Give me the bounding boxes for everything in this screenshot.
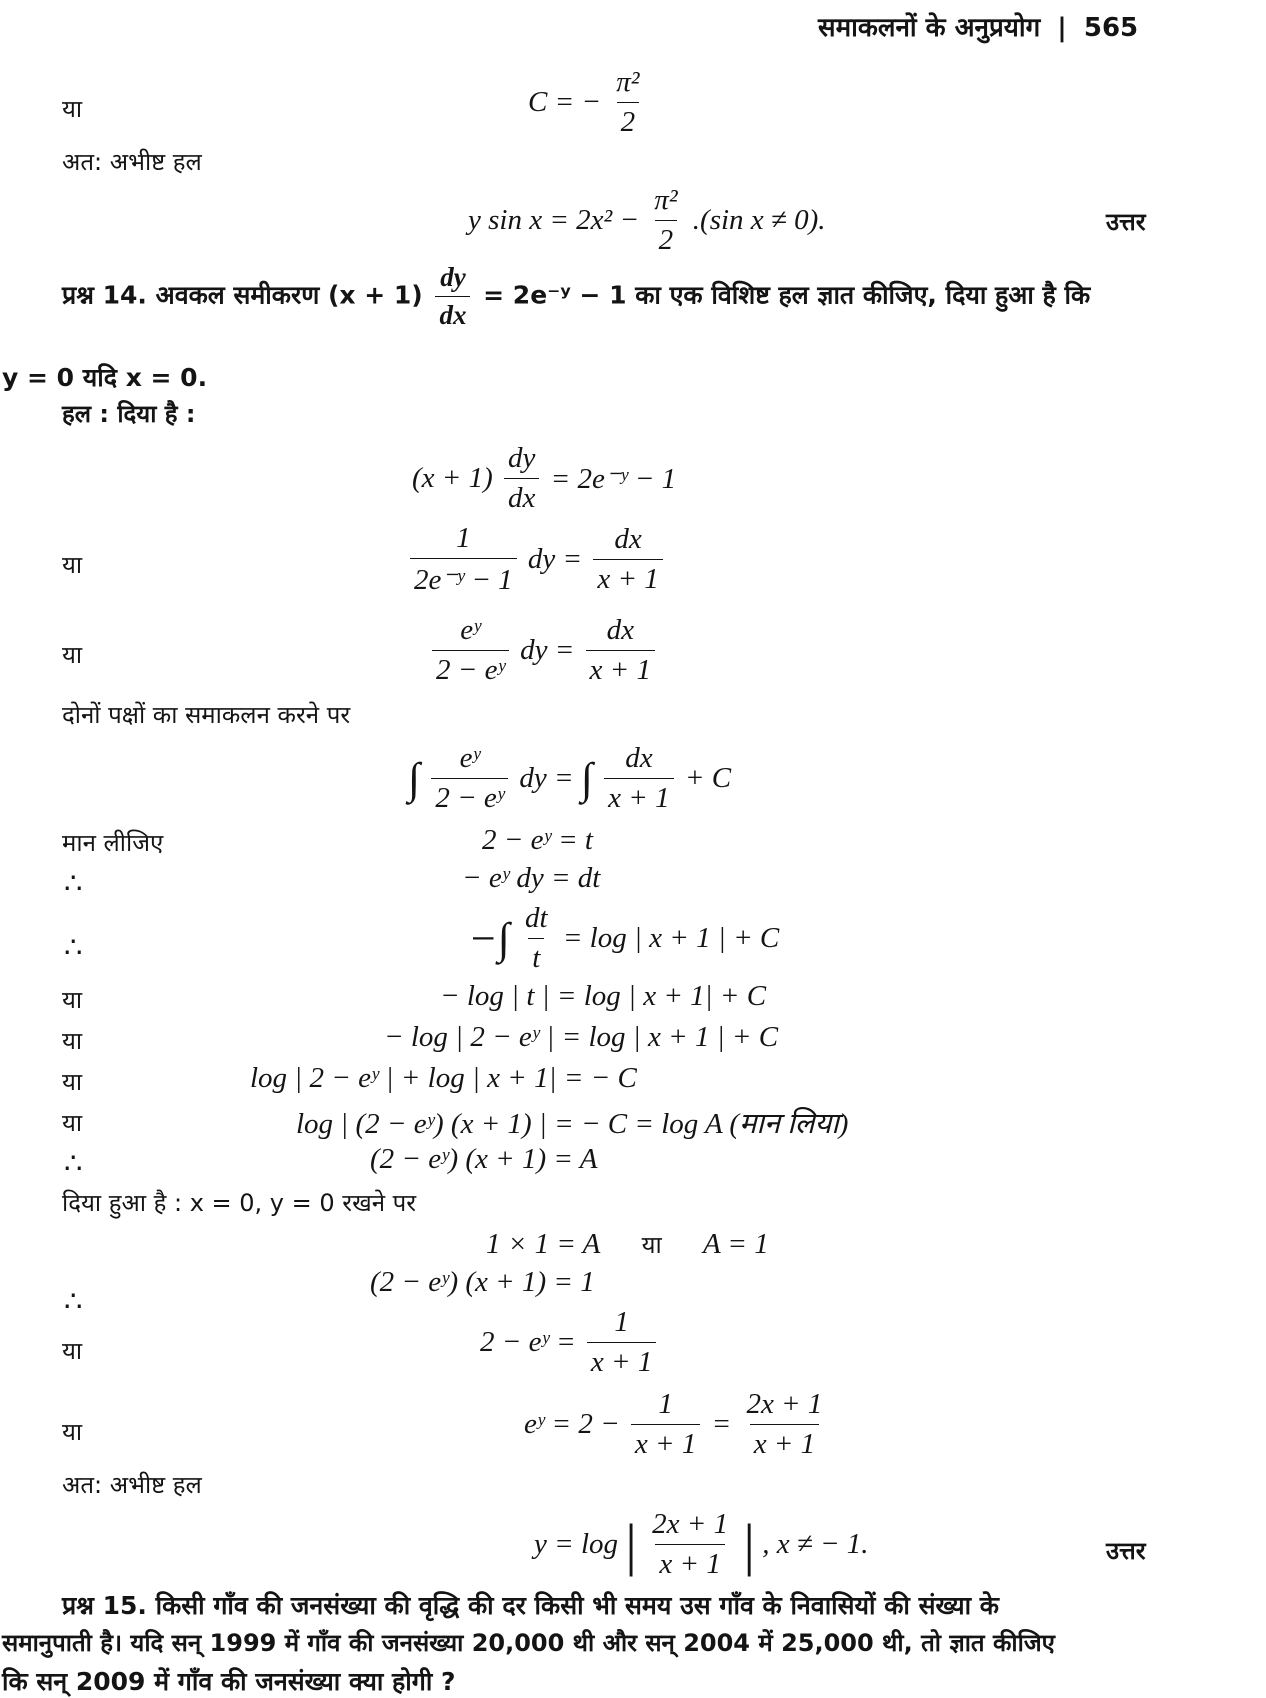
denominator: x + 1 <box>604 778 673 815</box>
eq-text: 1 × 1 = A <box>486 1227 601 1260</box>
eq-text: 2 − eʸ = <box>480 1326 576 1358</box>
denominator: 2 <box>655 220 678 257</box>
fraction <box>431 742 508 815</box>
eq-text: + C <box>684 762 732 794</box>
running-header <box>818 8 1138 44</box>
eq-text: .(sin x ≠ 0). <box>692 204 826 236</box>
denominator: 2e⁻ʸ − 1 <box>410 558 517 597</box>
label-given-substitute: दिया हुआ है : x = 0, y = 0 रखने पर <box>62 1189 417 1217</box>
equation-c <box>528 66 647 139</box>
label-ya: या <box>62 95 83 123</box>
equation-isolate <box>480 1306 660 1379</box>
equation-integral-t <box>468 902 779 975</box>
numerator: 1 <box>456 522 471 554</box>
numerator: π² <box>616 66 640 98</box>
header-separator: | <box>1057 13 1067 43</box>
therefore-symbol: ∴ <box>64 932 83 964</box>
label-let: मान लीजिए <box>62 829 164 857</box>
answer-mark: उत्तर <box>1106 1537 1146 1565</box>
q14-text: प्रश्न 14. अवकल समीकरण (x + 1) <box>62 280 423 310</box>
numerator: dx <box>606 614 634 646</box>
fraction <box>593 523 662 596</box>
fraction <box>604 742 673 815</box>
label-solution-given: हल : दिया है : <box>62 400 196 428</box>
denominator: 2 − eʸ <box>432 650 509 687</box>
equation-product-one: (2 − eʸ) (x + 1) = 1 <box>370 1266 595 1298</box>
label-ya: या <box>62 1068 83 1096</box>
fraction <box>410 522 517 597</box>
label-ya: या <box>62 986 83 1014</box>
denominator: t <box>528 938 544 975</box>
therefore-symbol: ∴ <box>64 1286 83 1318</box>
label-required-solution: अत: अभीष्ट हल <box>62 148 202 176</box>
abs-bar-left: | <box>625 1512 637 1577</box>
equation-ey <box>524 1388 830 1461</box>
fraction <box>504 442 539 515</box>
integral-sign: ∫ <box>580 754 593 803</box>
equation-integral <box>408 742 731 815</box>
numerator: dy <box>440 262 466 292</box>
fraction <box>587 1306 656 1379</box>
fraction <box>432 614 509 687</box>
fraction <box>586 614 655 687</box>
label-ya: या <box>62 1027 83 1055</box>
eq-text: = 2e⁻ʸ − 1 <box>550 463 677 495</box>
label-ya: या <box>62 1418 83 1446</box>
equation-product-a: (2 − eʸ) (x + 1) = A <box>370 1143 598 1175</box>
integral-sign: −∫ <box>468 914 510 963</box>
equation-solution-14 <box>534 1508 869 1581</box>
integral-sign: ∫ <box>408 754 421 803</box>
question-15-line1: प्रश्न 15. किसी गाँव की जनसंख्या की वृद्धि की दर किसी भी समय उस गाँव के निवासियों की संख्या के <box>62 1591 1000 1620</box>
therefore-symbol: ∴ <box>64 868 83 900</box>
q14-text: = 2e⁻ʸ − 1 का एक विशिष्ट हल ज्ञात कीजिए, दिया हुआ है कि <box>483 280 1091 310</box>
therefore-symbol: ∴ <box>64 1148 83 1180</box>
label-ya: या <box>641 1230 662 1259</box>
numerator: 2x + 1 <box>746 1388 823 1420</box>
question-14-line2: y = 0 यदि x = 0. <box>2 363 208 392</box>
eq-text: eʸ = 2 − <box>524 1408 620 1440</box>
question-15-line3: कि सन् 2009 में गाँव की जनसंख्या क्या होगी ? <box>2 1667 456 1696</box>
eq-text: dy = <box>519 762 574 794</box>
eq-text: y = log <box>534 1528 618 1560</box>
denominator: dx <box>435 296 470 331</box>
eq-text: dy = <box>527 543 583 575</box>
equation-log-product: log | (2 − eʸ) (x + 1) | = − C = log A (मान लिया) <box>296 1108 849 1140</box>
denominator: 2 <box>617 102 640 139</box>
equation-log-t: − log | t | = log | x + 1| + C <box>440 980 767 1012</box>
numerator: 2x + 1 <box>652 1508 729 1540</box>
equation-log-substituted: − log | 2 − eʸ | = log | x + 1 | + C <box>384 1021 779 1053</box>
eq-text: , x ≠ − 1. <box>762 1528 869 1560</box>
equation-a-value <box>486 1226 769 1261</box>
label-ya: या <box>62 551 83 579</box>
fraction <box>435 262 470 331</box>
denominator: 2 − eʸ <box>431 778 508 815</box>
denominator: x + 1 <box>750 1424 819 1461</box>
eq-text: C = − <box>528 86 601 118</box>
fraction <box>742 1388 826 1461</box>
question-14 <box>62 262 1090 331</box>
abs-bar-right: | <box>743 1512 755 1577</box>
label-ya: या <box>62 641 83 669</box>
equation-given <box>412 442 676 515</box>
fraction <box>612 66 643 139</box>
eq-text: (x + 1) <box>412 462 493 494</box>
numerator: dx <box>625 742 653 774</box>
denominator: dx <box>504 478 539 515</box>
numerator: dy <box>508 442 536 474</box>
numerator: eʸ <box>460 614 481 646</box>
denominator: x + 1 <box>593 559 662 596</box>
denominator: x + 1 <box>587 1342 656 1379</box>
numerator: 1 <box>658 1388 673 1420</box>
fraction <box>650 184 681 257</box>
numerator: dx <box>614 523 642 555</box>
numerator: eʸ <box>459 742 480 774</box>
eq-text: = log | x + 1 | + C <box>562 922 780 954</box>
answer-mark: उत्तर <box>1106 208 1146 236</box>
eq-text: = <box>711 1408 732 1440</box>
page-number: 565 <box>1083 13 1139 43</box>
eq-text: dy = <box>520 634 575 666</box>
denominator: x + 1 <box>586 650 655 687</box>
fraction <box>631 1388 700 1461</box>
equation-differential: − eʸ dy = dt <box>462 862 601 894</box>
denominator: x + 1 <box>655 1544 724 1581</box>
equation-substitution: 2 − eʸ = t <box>482 824 593 856</box>
label-ya: या <box>62 1109 83 1137</box>
question-15-line2: समानुपाती है। यदि सन् 1999 में गाँव की जनसंख्या 20,000 थी और सन् 2004 में 25,000 थी, तो ज्ञात कीजिए <box>2 1629 1055 1657</box>
equation-log-sum: log | 2 − eʸ | + log | x + 1| = − C <box>250 1062 637 1094</box>
fraction <box>648 1508 732 1581</box>
label-ya: या <box>62 1337 83 1365</box>
equation-solution-13 <box>468 184 825 257</box>
numerator: π² <box>654 184 678 216</box>
numerator: 1 <box>614 1306 629 1338</box>
equation-separate-2 <box>428 614 659 687</box>
label-required-solution: अत: अभीष्ट हल <box>62 1471 202 1499</box>
denominator: x + 1 <box>631 1424 700 1461</box>
fraction <box>521 902 552 975</box>
equation-separate-1 <box>406 522 667 597</box>
eq-text: y sin x = 2x² − <box>468 204 640 236</box>
label-integrate-both-sides: दोनों पक्षों का समाकलन करने पर <box>62 701 351 729</box>
chapter-title: समाकलनों के अनुप्रयोग <box>818 13 1041 43</box>
numerator: dt <box>525 902 548 934</box>
eq-text: A = 1 <box>702 1227 769 1260</box>
